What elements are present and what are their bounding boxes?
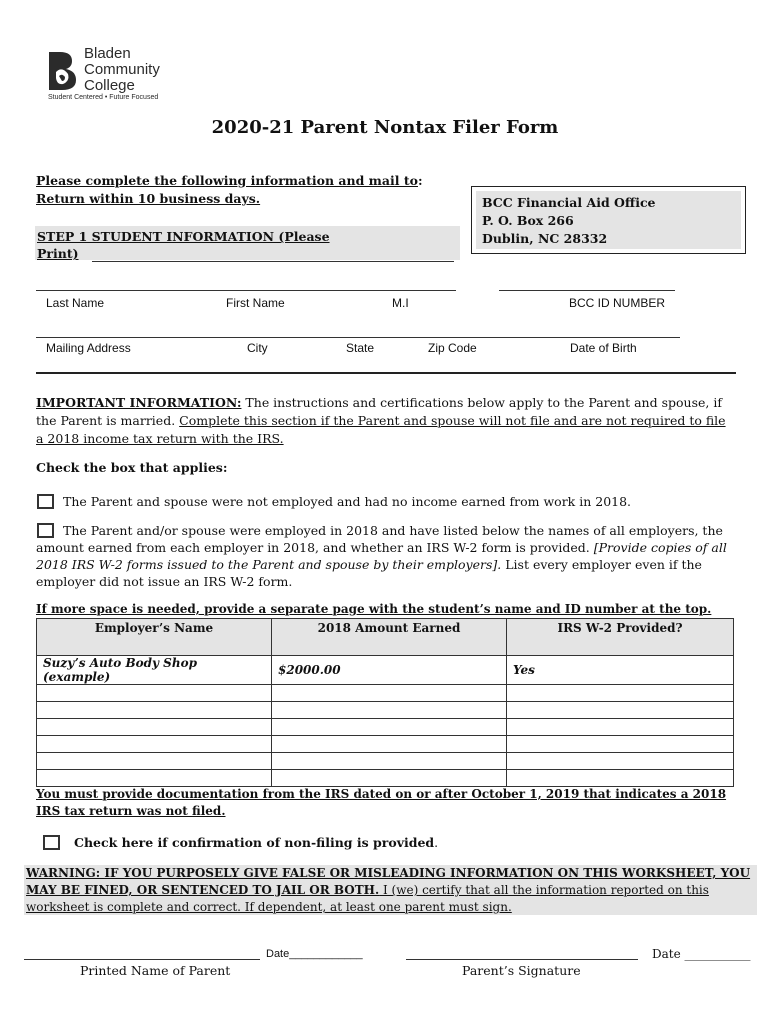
step1-line-1: STEP 1 STUDENT INFORMATION (Please [37, 229, 330, 244]
table-cell[interactable] [272, 736, 507, 753]
warning-box [24, 865, 757, 915]
important-text-1: The instructions and certifications below apply to the Parent and spouse, if the Parent is married. [36, 395, 722, 428]
printed-name-label: Printed Name of Parent [80, 963, 231, 978]
no-income-checkbox[interactable] [37, 494, 54, 509]
mailing-address-label: Mailing Address [46, 341, 131, 355]
w2-provided-header: IRS W-2 Provided? [507, 619, 734, 656]
logo-line-1: Bladen [84, 45, 131, 62]
table-cell[interactable] [507, 702, 734, 719]
zip-code-label: Zip Code [428, 341, 477, 355]
intro-colon: : [417, 173, 423, 188]
table-row[interactable] [37, 736, 734, 753]
table-row[interactable] [37, 685, 734, 702]
confirm-text: Check here if confirmation of non-filing is provided [74, 835, 435, 850]
intro-line-2: Return within 10 business days. [36, 191, 261, 206]
option-2-text: The Parent and/or spouse were employed in 2018 and have listed below the names of all employers, the amount earned from each employer in 2018, and whether an IRS W-2 form is provided. [36, 523, 723, 555]
logo-tagline: Student Centered • Future Focused [48, 94, 159, 101]
table-cell[interactable] [507, 736, 734, 753]
option-2-tail: List every employer even if the employer did not issue an IRS W-2 form. [36, 557, 702, 589]
documentation-note: You must provide documentation from the IRS dated on or after October 1, 2019 that indicates a 2018 IRS tax return was not filed. [36, 787, 727, 818]
address-field-line[interactable] [36, 337, 680, 338]
table-cell[interactable] [272, 753, 507, 770]
table-row [37, 656, 734, 685]
intro-line-1 [36, 173, 423, 188]
state-label: State [346, 341, 375, 355]
important-heading: IMPORTANT INFORMATION: [36, 395, 242, 410]
bcc-id-label: BCC ID NUMBER [569, 296, 666, 310]
employer-table [36, 618, 734, 787]
table-cell[interactable] [507, 685, 734, 702]
table-cell: $2000.00 [272, 656, 507, 685]
table-cell[interactable] [507, 770, 734, 787]
logo-line-2: Community [84, 61, 160, 78]
logo-line-3: College [84, 77, 135, 94]
parent-signature-label: Parent’s Signature [462, 963, 581, 978]
confirm-period: . [434, 835, 439, 850]
bcc-id-field-line[interactable] [499, 290, 675, 291]
table-cell[interactable] [272, 685, 507, 702]
table-cell[interactable] [37, 736, 272, 753]
date-field-2[interactable]: Date ___________ [652, 947, 751, 961]
table-cell[interactable] [37, 753, 272, 770]
option-2-italic: [Provide copies of all 2018 IRS W-2 forms issued to the Parent and spouse by their employers]. [36, 540, 727, 572]
table-cell[interactable] [272, 702, 507, 719]
table-row[interactable] [37, 753, 734, 770]
step1-heading [35, 226, 460, 260]
non-filing-confirmation-label [74, 835, 438, 850]
mailing-address-box [471, 186, 746, 254]
option-1-label: The Parent and spouse were not employed and had no income earned from work in 2018. [63, 494, 632, 509]
signature-line[interactable] [406, 959, 638, 960]
warning-bold: WARNING: IF YOU PURPOSELY GIVE FALSE OR MISLEADING INFORMATION ON THIS WORKSHEET, YOU MAY BE FINED, OR SENTENCED TO JAIL OR BOTH. [26, 866, 751, 897]
table-cell: Suzy’s Auto Body Shop (example) [37, 656, 272, 685]
table-cell[interactable] [507, 719, 734, 736]
table-cell[interactable] [272, 719, 507, 736]
form-title: 2020-21 Parent Nontax Filer Form [211, 117, 559, 138]
printed-name-line[interactable] [24, 959, 260, 960]
name-field-line[interactable] [36, 290, 456, 291]
table-header-row [37, 619, 734, 656]
first-name-label: First Name [226, 296, 285, 310]
section-divider [36, 372, 736, 374]
table-row[interactable] [37, 770, 734, 787]
non-filing-confirmation-checkbox[interactable] [43, 835, 60, 850]
table-cell[interactable] [37, 719, 272, 736]
mail-to-line-2: P. O. Box 266 [482, 213, 574, 228]
date-field-1[interactable]: Date____________ [266, 948, 363, 960]
table-cell[interactable] [272, 770, 507, 787]
amount-earned-header: 2018 Amount Earned [272, 619, 507, 656]
city-label: City [247, 341, 268, 355]
last-name-label: Last Name [46, 296, 105, 310]
date-of-birth-label: Date of Birth [570, 341, 637, 355]
important-text-2: Complete this section if the Parent and spouse will not file and are not required to file a 2018 income tax return with the IRS. [36, 413, 726, 446]
important-info-paragraph [36, 394, 736, 448]
table-cell: Yes [507, 656, 734, 685]
table-cell[interactable] [37, 685, 272, 702]
step1-line-2: Print) [37, 246, 79, 261]
option-2-paragraph [36, 522, 736, 590]
mi-label: M.I [392, 296, 409, 310]
intro-instruction: Please complete the following information and mail to [36, 173, 418, 188]
table-cell[interactable] [37, 770, 272, 787]
table-row[interactable] [37, 719, 734, 736]
table-row[interactable] [37, 702, 734, 719]
step1-underline [92, 261, 454, 262]
more-space-note: If more space is needed, provide a separate page with the student’s name and ID number at the top. [36, 602, 712, 616]
logo-mark-icon [46, 48, 80, 92]
college-logo [46, 44, 196, 110]
table-cell[interactable] [507, 753, 734, 770]
warning-certification: I (we) certify that all the information reported on this worksheet is complete and correct. If dependent, at least one parent must sign. [26, 883, 709, 914]
mail-to-line-3: Dublin, NC 28332 [482, 231, 608, 246]
mail-to-line-1: BCC Financial Aid Office [482, 195, 656, 210]
employer-name-header: Employer’s Name [37, 619, 272, 656]
check-box-instruction: Check the box that applies: [36, 460, 228, 475]
table-cell[interactable] [37, 702, 272, 719]
